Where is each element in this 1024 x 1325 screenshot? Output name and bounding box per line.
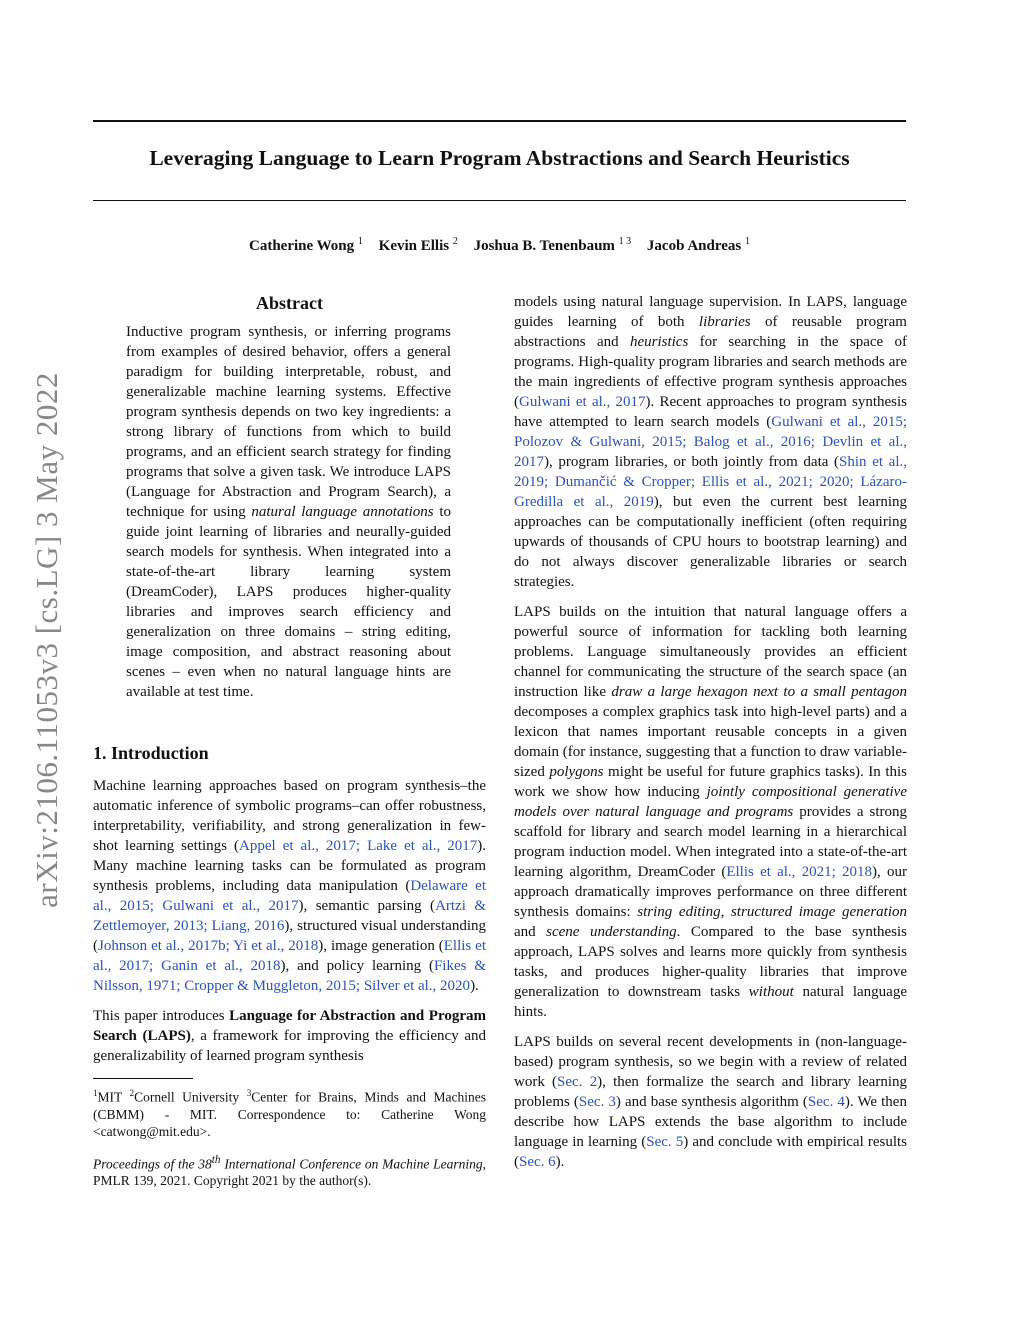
author: Catherine Wong $^1$ bbox=[249, 236, 363, 254]
text-run: of reusable program abstractions and bbox=[514, 314, 907, 350]
text-run: ) and base synthesis algorithm ( bbox=[615, 1094, 808, 1110]
text-run: LAPS builds on several recent developments in (non-language-based) program synthesis, so we begin with a review of related work ( bbox=[514, 1034, 907, 1090]
text-run: draw a large hexagon next to a small pentagon bbox=[611, 684, 907, 700]
text-run: Language for Abstraction and Program Search (LAPS) bbox=[93, 1008, 486, 1044]
abstract-heading: Abstract bbox=[256, 293, 323, 313]
citation-link[interactable]: Sec. 2 bbox=[557, 1074, 598, 1090]
body-paragraph bbox=[514, 1032, 907, 1172]
citation-link[interactable]: Fikes & Nilsson, 1971; Cropper & Muggleton, 2015; Silver et al., 2020 bbox=[93, 958, 486, 994]
intro-paragraph-1 bbox=[93, 776, 486, 996]
arxiv-sidebar-stamp: arXiv:2106.11053v3 [cs.LG] 3 May 2022 bbox=[29, 372, 64, 908]
citation-link[interactable]: Sec. 5 bbox=[646, 1134, 684, 1150]
text-run: and bbox=[514, 924, 547, 940]
text-run: ). Recent approaches to program synthesis have attempted to learn search models ( bbox=[514, 394, 907, 430]
title-rule-top bbox=[93, 120, 906, 122]
left-column bbox=[93, 292, 486, 1189]
citation-link[interactable]: Sec. 6 bbox=[519, 1154, 556, 1170]
citation-link[interactable]: Gulwani et al., 2015; Polozov & Gulwani, 2015; Balog et al., 2016; Devlin et al., 2017 bbox=[514, 414, 907, 470]
citation-link[interactable]: Ellis et al., 2021; 2018 bbox=[726, 864, 873, 880]
citation-link[interactable]: Artzi & Zettlemoyer, 2013; Liang, 2016 bbox=[93, 898, 486, 934]
text-run: This paper introduces bbox=[93, 1008, 230, 1024]
text-run: LAPS builds on the intuition that natural language offers a powerful source of information for tackling both learning problems. Language simultaneously provides an efficient channel for communicating the structure of the search space (an instruction like bbox=[514, 604, 907, 700]
author-list bbox=[93, 236, 906, 255]
affiliation-footnote: $^1$MIT $^2$Cornell University $^3$Center for Brains, Minds and Machines (CBMM) - MIT. Correspondence to: Catherine Wong <catwong@mit.edu>. bbox=[93, 1088, 487, 1139]
text-run: . Compared to the base synthesis approach, LAPS solves and learns more quickly from synthesis tasks, and produces higher-quality libraries that improve generalization to downstream tasks bbox=[514, 924, 907, 1000]
intro-heading: 1. Introduction bbox=[93, 743, 209, 763]
text-run: ), semantic parsing ( bbox=[298, 898, 436, 914]
text-run: provides a strong scaffold for library and search model learning in a hierarchical program induction model. When integrated into a state-of-the-art learning algorithm, DreamCoder ( bbox=[514, 804, 907, 880]
text-run: polygons bbox=[549, 764, 604, 780]
text-run: to guide joint learning of libraries and neurally-guided search models for synthesis. When integrated into a state-of-the-art library learning system (DreamCoder), LAPS produces higher-quality libraries and improves search efficiency and generalization on three domains – string editing, image composition, and abstract reasoning about scenes – even when no natural language hints are available at test time. bbox=[126, 504, 451, 700]
text-run: heuristics bbox=[629, 334, 689, 350]
text-run: ), image generation ( bbox=[318, 938, 444, 954]
intro-paragraph-2 bbox=[93, 1006, 486, 1066]
footnote-rule bbox=[93, 1078, 193, 1079]
author: Jacob Andreas $^1$ bbox=[646, 236, 750, 254]
text-run: Inductive program synthesis, or inferring programs from examples of desired behavior, offers a general paradigm for building interpretable, robust, and generalizable machine learning systems. Effective program synthesis depends on two key ingredients: a strong library of functions from which to build programs, and an efficient search strategy for finding programs that solve a given task. We introduce LAPS (Language for Abstraction and Program Search), a technique for using bbox=[126, 324, 451, 520]
citation-link[interactable]: Ellis et al., 2017; Ganin et al., 2018 bbox=[93, 938, 487, 974]
text-run: for searching in the space of programs. High-quality program libraries and search methods are the main ingredients of effective program synthesis approaches ( bbox=[514, 334, 907, 410]
text-run: ), structured visual understanding ( bbox=[93, 918, 486, 954]
text-run: ). bbox=[555, 1154, 565, 1170]
text-run: ), and policy learning ( bbox=[280, 958, 434, 974]
citation-link[interactable]: Appel et al., 2017; Lake et al., 2017 bbox=[239, 838, 478, 854]
text-run: ), then formalize the search and library learning problems ( bbox=[514, 1074, 907, 1110]
text-run: ) and conclude with empirical results ( bbox=[514, 1134, 908, 1170]
body-paragraph bbox=[514, 292, 907, 592]
text-run: models using natural language supervision. In LAPS, language guides learning of both bbox=[514, 294, 907, 330]
citation-link[interactable]: Sec. 3 bbox=[578, 1094, 616, 1110]
text-run: natural language hints. bbox=[514, 984, 907, 1020]
author: Kevin Ellis $^2$ bbox=[378, 236, 458, 254]
text-run: ). We then describe how LAPS extends the base algorithm to include language in learning ( bbox=[514, 1094, 907, 1150]
abstract-body bbox=[126, 322, 451, 702]
proceedings-note: Proceedings of the 38th International Conference on Machine Learning, PMLR 139, 2021. Copyright 2021 by the author(s). bbox=[93, 1153, 486, 1188]
text-run: decomposes a complex graphics task into high-level parts) and a lexicon that names important reusable concepts in a given domain (for instance, suggesting that a function to draw variable-sized bbox=[514, 704, 907, 780]
right-column bbox=[514, 292, 907, 1182]
citation-link[interactable]: Delaware et al., 2015; Gulwani et al., 2017 bbox=[93, 878, 486, 914]
citation-link[interactable]: Johnson et al., 2017b; Yi et al., 2018 bbox=[98, 938, 319, 954]
text-run: string editing, structured image generation bbox=[637, 904, 907, 920]
text-run: libraries bbox=[698, 314, 751, 330]
text-run: without bbox=[748, 984, 794, 1000]
title-rule-bottom bbox=[93, 200, 906, 201]
text-run: ). Many machine learning tasks can be formulated as program synthesis problems, including data manipulation ( bbox=[93, 838, 486, 894]
author: Joshua B. Tenenbaum $^{1 3}$ bbox=[473, 236, 632, 254]
text-run: scene understanding bbox=[546, 924, 677, 940]
text-run: ), our approach dramatically improves performance on three different synthesis domains: bbox=[514, 864, 907, 920]
text-run: ), program libraries, or both jointly from data ( bbox=[544, 454, 840, 470]
citation-link[interactable]: Sec. 4 bbox=[807, 1094, 845, 1110]
text-run: , a framework for improving the efficiency and generalizability of learned program synthesis bbox=[93, 1028, 486, 1064]
text-run: might be useful for future graphics tasks). In this work we show how inducing bbox=[514, 764, 907, 800]
text-run: natural language annotations bbox=[251, 504, 434, 520]
citation-link[interactable]: Gulwani et al., 2017 bbox=[519, 394, 646, 410]
text-run: Machine learning approaches based on program synthesis–the automatic inference of symbolic programs–can offer robustness, interpretability, verifiability, and strong generalization in few-shot learning settings ( bbox=[93, 778, 486, 854]
paper-title: Leveraging Language to Learn Program Abstractions and Search Heuristics bbox=[149, 146, 850, 170]
text-run: ). bbox=[470, 978, 479, 994]
citation-link[interactable]: Shin et al., 2019; Dumančić & Cropper; Ellis et al., 2021; 2020; Lázaro-Gredilla et al., 2019 bbox=[514, 454, 907, 510]
text-run: ), but even the current best learning approaches can be computationally inefficient (often requiring upwards of thousands of CPU hours to bootstrap learning) and do not always discover generalizable libraries or search strategies. bbox=[514, 494, 907, 590]
body-paragraph bbox=[514, 602, 907, 1022]
text-run: jointly compositional generative models over natural language and programs bbox=[514, 784, 907, 820]
